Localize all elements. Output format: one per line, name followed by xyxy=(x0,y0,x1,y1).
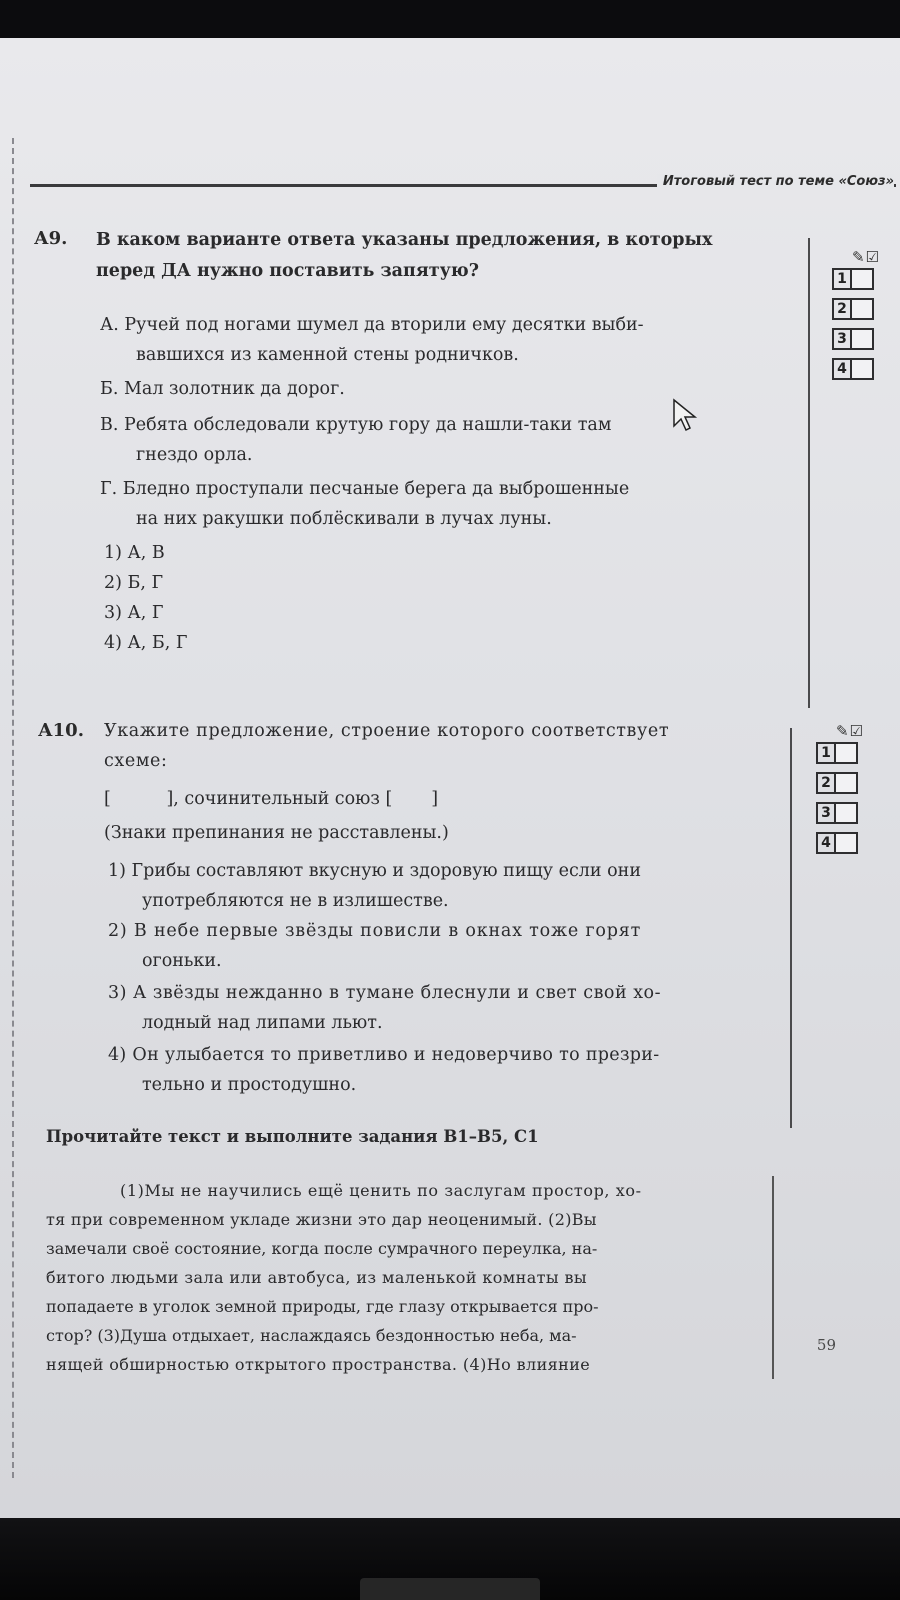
a10-grid-num-3: 3 xyxy=(816,802,836,824)
a9-grid-num-4: 4 xyxy=(832,358,852,380)
pencil-check-icon: ✎☑ xyxy=(835,722,864,740)
passage-line-6: стор? (3)Душа отдыхает, наслаждаясь бездонностью неба, ма- xyxy=(46,1326,577,1345)
a9-side-rule xyxy=(808,238,810,708)
a10-option-4-line-1: 4) Он улыбается то приветливо и недоверчиво то презри- xyxy=(108,1045,660,1065)
a10-side-rule xyxy=(790,728,792,1128)
a10-option-2-line-2: огоньки. xyxy=(142,951,222,971)
a9-grid-num-2: 2 xyxy=(832,298,852,320)
a9-item-a-line-2: вавшихся из каменной стены родничков. xyxy=(136,345,519,365)
a10-answer-box-2[interactable] xyxy=(836,772,858,794)
a9-grid-num-1: 1 xyxy=(832,268,852,290)
passage-line-5: попадаете в уголок земной природы, где глазу открывается про- xyxy=(46,1297,599,1316)
mouse-cursor-icon xyxy=(672,398,698,432)
a10-answer-box-1[interactable] xyxy=(836,742,858,764)
page-number: 59 xyxy=(816,1336,836,1354)
textbook-page xyxy=(0,38,900,1518)
a9-answer-box-1[interactable] xyxy=(852,268,874,290)
question-a9-number: А9. xyxy=(34,228,68,249)
a9-option-4: 4) А, Б, Г xyxy=(104,633,188,653)
a10-grid-num-1: 1 xyxy=(816,742,836,764)
a9-grid-num-3: 3 xyxy=(832,328,852,350)
a10-option-1-line-1: 1) Грибы составляют вкусную и здоровую пищу если они xyxy=(108,861,641,881)
a9-item-b: Б. Мал золотник да дорог. xyxy=(100,379,345,399)
passage-line-1: (1)Мы не научились ещё ценить по заслугам простор, хо- xyxy=(120,1181,642,1200)
passage-line-2: тя при современном укладе жизни это дар неоценимый. (2)Вы xyxy=(46,1210,597,1229)
a10-scheme: [ ], сочинительный союз [ ] xyxy=(104,789,439,809)
a10-answer-grid xyxy=(816,722,864,862)
a9-answer-box-2[interactable] xyxy=(852,298,874,320)
a10-option-3-line-1: 3) А звёзды нежданно в тумане блеснули и свет свой хо- xyxy=(108,983,662,1003)
a10-option-1-line-2: употребляются не в излишестве. xyxy=(142,891,449,911)
a9-item-a-line-1: А. Ручей под ногами шумел да вторили ему десятки выби- xyxy=(100,315,644,335)
a9-answer-grid xyxy=(832,248,880,388)
cut-line xyxy=(12,138,14,1478)
a10-note: (Знаки препинания не расставлены.) xyxy=(104,823,449,843)
pencil-check-icon: ✎☑ xyxy=(851,248,880,266)
a9-item-v-line-1: В. Ребята обследовали крутую гору да нашли-таки там xyxy=(100,415,612,435)
a9-item-v-line-2: гнездо орла. xyxy=(136,445,253,465)
passage-line-4: битого людьми зала или автобуса, из маленькой комнаты вы xyxy=(46,1268,588,1287)
a9-option-3: 3) А, Г xyxy=(104,603,164,623)
a10-grid-num-2: 2 xyxy=(816,772,836,794)
reading-passage xyxy=(46,1176,774,1379)
question-a9-text-line-1: В каком варианте ответа указаны предложения, в которых xyxy=(96,230,713,250)
a9-option-1: 1) А, В xyxy=(104,543,165,563)
passage-line-7: нящей обширностью открытого пространства. (4)Но влияние xyxy=(46,1355,591,1374)
question-a10-number: А10. xyxy=(38,720,84,741)
a10-option-4-line-2: тельно и простодушно. xyxy=(142,1075,357,1095)
a9-option-2: 2) Б, Г xyxy=(104,573,164,593)
passage-instruction: Прочитайте текст и выполните задания В1–В5, С1 xyxy=(46,1127,539,1146)
question-a10-text-line-2: схеме: xyxy=(104,751,168,771)
a10-option-2-line-1: 2) В небе первые звёзды повисли в окнах тоже горят xyxy=(108,921,642,941)
a10-answer-box-3[interactable] xyxy=(836,802,858,824)
page-header-title: Итоговый тест по теме «Союз» xyxy=(657,174,894,189)
a9-answer-box-3[interactable] xyxy=(852,328,874,350)
a10-grid-num-4: 4 xyxy=(816,832,836,854)
a9-item-g-line-2: на них ракушки поблёскивали в лучах луны. xyxy=(136,509,552,529)
passage-line-3: замечали своё состояние, когда после сумрачного переулка, на- xyxy=(46,1239,598,1258)
a10-answer-box-4[interactable] xyxy=(836,832,858,854)
a10-option-3-line-2: лодный над липами льют. xyxy=(142,1013,383,1033)
question-a9-text-line-2: перед ДА нужно поставить запятую? xyxy=(96,261,479,281)
a9-item-g-line-1: Г. Бледно проступали песчаные берега да выброшенные xyxy=(100,479,630,499)
device-edge xyxy=(360,1578,540,1600)
question-a10-text-line-1: Укажите предложение, строение которого соответствует xyxy=(104,721,670,741)
a9-answer-box-4[interactable] xyxy=(852,358,874,380)
